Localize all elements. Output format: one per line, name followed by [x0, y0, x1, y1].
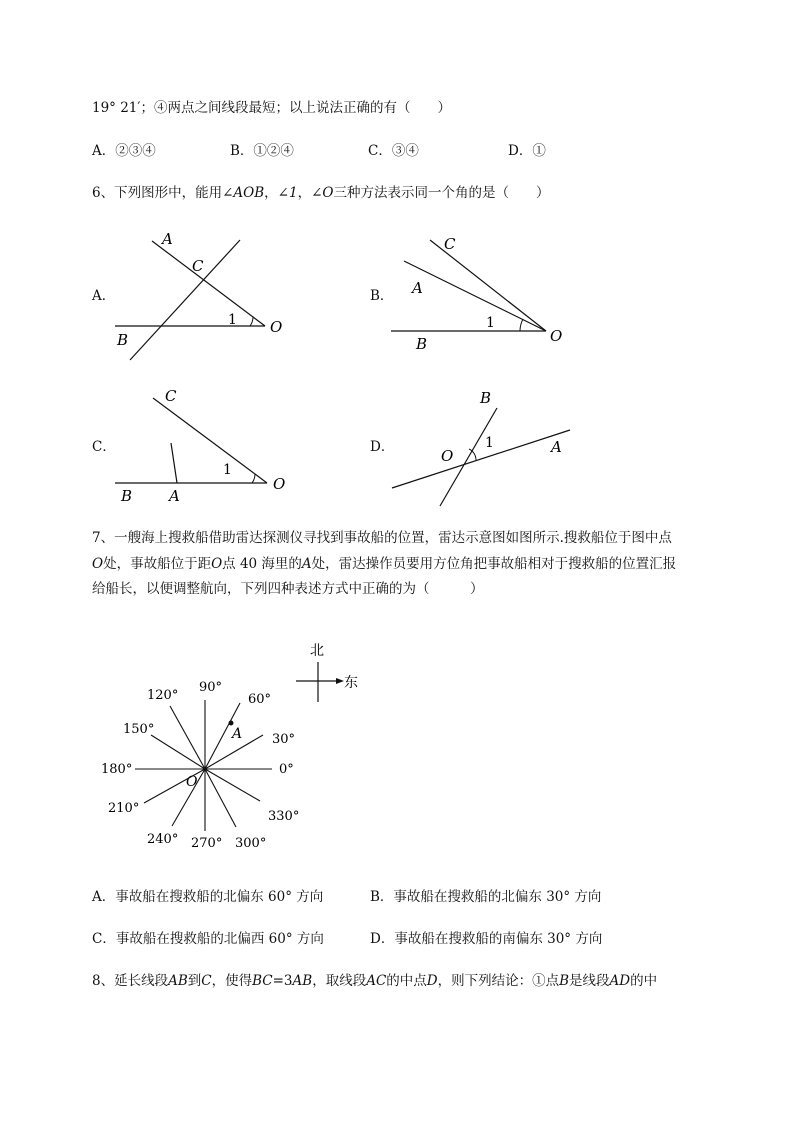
q5-option-b: B．①②④ — [230, 143, 294, 159]
radar-diagram — [95, 675, 315, 860]
label-b: B — [416, 335, 428, 353]
label-o: O — [441, 447, 454, 465]
label-330: 330° — [268, 809, 300, 824]
q6-figure-b — [388, 228, 578, 358]
segment-a — [171, 443, 177, 483]
q7-stem-line1: 7、一艘海上搜救船借助雷达探测仪寻找到事故船的位置，雷达示意图如图所示.搜救船位于图中点 — [92, 530, 672, 546]
label-1: 1 — [485, 435, 494, 451]
east-label: 东 — [344, 675, 358, 691]
q6-option-c-label: C． — [92, 439, 116, 455]
label-30: 30° — [272, 732, 296, 747]
q5-option-c: C．③④ — [368, 143, 419, 159]
q7-option-b: B．事故船在搜救船的北偏东 30° 方向 — [370, 889, 602, 905]
label-a: A — [412, 279, 423, 297]
label-1: 1 — [486, 315, 495, 331]
label-150: 150° — [123, 722, 155, 737]
q6-figure-d — [386, 383, 596, 513]
label-o: O — [550, 327, 563, 345]
ray-oc — [153, 398, 267, 483]
q6-figure-c — [110, 383, 300, 508]
line-c — [130, 240, 240, 360]
label-o: O — [273, 475, 286, 493]
label-point-a: A — [232, 726, 243, 742]
ray-oa — [404, 261, 546, 331]
point-a-dot — [229, 721, 234, 726]
q6-option-a-label: A． — [92, 288, 116, 304]
label-a: A — [551, 438, 562, 456]
q7-stem-line3: 给船长，以便调整航向，下列四种表述方式中正确的为（ ） — [92, 581, 484, 597]
q8-stem: 8、延长线段AB到C，使得BC=3AB，取线段AC的中点D，则下列结论：①点B是线段AD的中 — [92, 973, 658, 989]
label-60: 60° — [248, 692, 272, 707]
q7-option-c: C．事故船在搜救船的北偏西 60° 方向 — [92, 931, 324, 947]
label-point-o: O — [186, 774, 198, 790]
q7-option-a: A．事故船在搜救船的北偏东 60° 方向 — [92, 889, 324, 905]
label-300: 300° — [235, 836, 267, 851]
q5-option-a: A．②③④ — [92, 143, 156, 159]
label-210: 210° — [108, 801, 140, 816]
label-c: C — [165, 387, 177, 405]
label-c: C — [192, 257, 204, 275]
line-oa — [392, 430, 570, 488]
label-b: B — [121, 487, 133, 505]
q6-figure-a — [110, 228, 300, 368]
label-a: A — [162, 230, 173, 248]
ray-oa — [152, 241, 265, 326]
label-90: 90° — [199, 680, 223, 695]
label-b: B — [480, 389, 492, 407]
label-b: B — [117, 331, 129, 349]
label-a: A — [169, 487, 180, 505]
label-240: 240° — [147, 832, 179, 847]
north-label: 北 — [310, 643, 324, 659]
label-270: 270° — [191, 836, 223, 851]
q6-option-d-label: D． — [370, 439, 395, 455]
ray-120 — [170, 706, 205, 769]
label-0: 0° — [279, 762, 294, 777]
angle-arc — [252, 474, 255, 483]
label-120: 120° — [147, 688, 179, 703]
label-1: 1 — [223, 462, 232, 478]
label-180: 180° — [101, 762, 133, 777]
q5-option-d: D．① — [508, 143, 546, 159]
q7-stem-line2: O处，事故船位于距O点 40 海里的A处，雷达操作员要用方位角把事故船相对于搜救船的位置汇报 — [92, 556, 677, 572]
label-1: 1 — [228, 312, 237, 328]
label-o: O — [270, 318, 283, 336]
q5-tail-text: 19° 21′；④两点之间线段最短；以上说法正确的有（ ） — [92, 100, 451, 116]
q6-stem: 6、下列图形中，能用∠AOB，∠1，∠O三种方法表示同一个角的是（ ） — [92, 185, 550, 201]
q7-option-d: D．事故船在搜救船的南偏东 30° 方向 — [370, 931, 603, 947]
ray-150 — [151, 735, 205, 769]
east-arrowhead — [336, 678, 344, 684]
angle-arc — [250, 317, 253, 326]
q6-option-b-label: B． — [370, 288, 394, 304]
angle-arc — [520, 319, 523, 331]
label-c: C — [444, 235, 456, 253]
